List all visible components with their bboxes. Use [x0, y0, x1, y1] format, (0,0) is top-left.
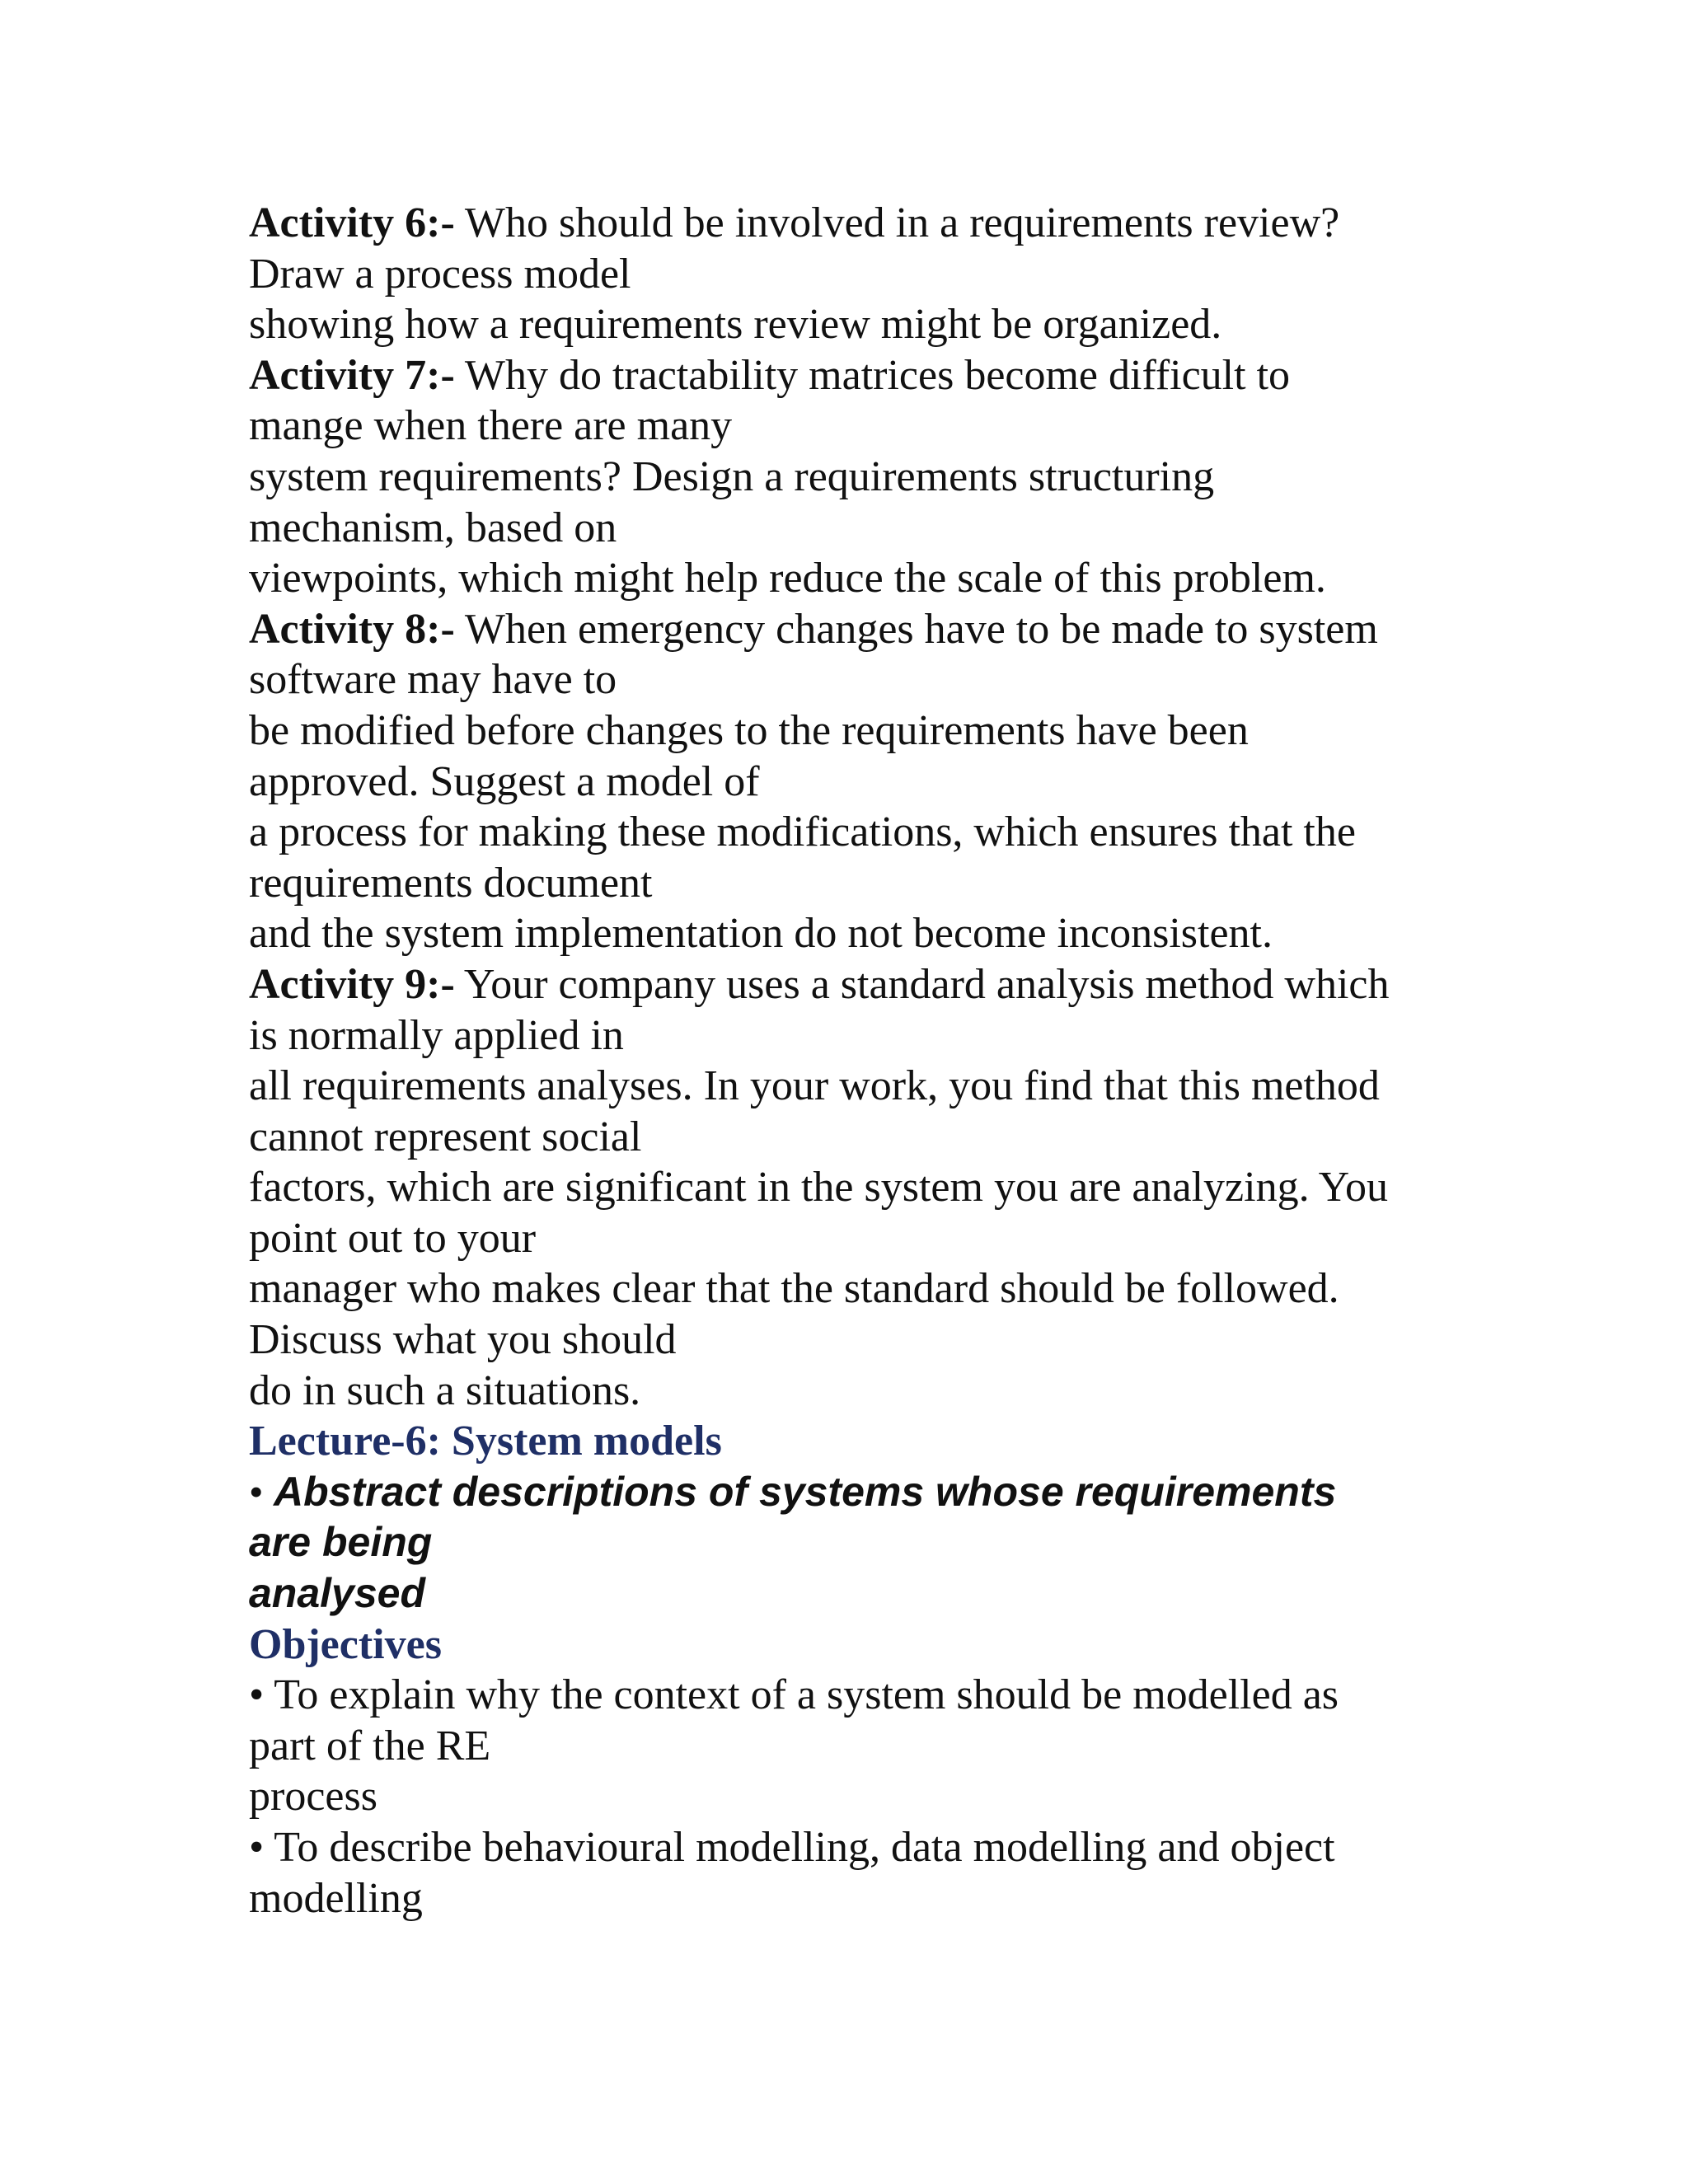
- activity-8-line-1: [249, 604, 1535, 655]
- activity-8-text: When emergency changes have to be made to system: [454, 605, 1378, 653]
- activity-9-line-2: is normally applied in: [249, 1011, 624, 1059]
- activity-6-label: Activity 6:-: [249, 199, 455, 246]
- activity-9-line-8: Discuss what you should: [249, 1316, 677, 1364]
- lecture-summary-text: Abstract descriptions of systems whose requirements: [274, 1468, 1337, 1515]
- activity-8-line-7: and the system implementation do not become inconsistent.: [249, 910, 1273, 958]
- document-page: [249, 198, 1535, 1924]
- activity-7-line-4: mechanism, based on: [249, 504, 617, 551]
- activity-9-line-9: do in such a situations.: [249, 1366, 641, 1414]
- activity-9-line-3: all requirements analyses. In your work, you find that this method: [249, 1062, 1380, 1110]
- activity-7-label: Activity 7:-: [249, 351, 455, 399]
- activity-8-line-2: software may have to: [249, 656, 617, 704]
- activity-8-line-5: a process for making these modifications, which ensures that the: [249, 808, 1356, 856]
- objective-1-text: To explain why the context of a system should be modelled as: [274, 1671, 1339, 1719]
- activity-9-line-5: factors, which are significant in the system you are analyzing. You: [249, 1164, 1388, 1212]
- lecture-summary-line-2: are being: [249, 1519, 433, 1566]
- activity-7-line-5: viewpoints, which might help reduce the scale of this problem.: [249, 555, 1326, 602]
- lecture-summary-line-1: [249, 1467, 1535, 1518]
- activity-9-line-6: point out to your: [249, 1214, 537, 1262]
- objectives-heading: Objectives: [249, 1620, 442, 1668]
- activity-6-text: Who should be involved in a requirements review?: [454, 199, 1340, 246]
- activity-7-line-2: mange when there are many: [249, 402, 733, 450]
- activity-7-line-3: system requirements? Design a requirements structuring: [249, 452, 1215, 500]
- objective-2-text: To describe behavioural modelling, data modelling and object: [274, 1824, 1335, 1871]
- activity-8-label: Activity 8:-: [249, 605, 455, 653]
- activity-7-line-1: [249, 350, 1535, 401]
- lecture-summary-line-3: analysed: [249, 1570, 426, 1617]
- activity-8-line-4: approved. Suggest a model of: [249, 757, 760, 805]
- activity-6-line-3: showing how a requirements review might be organized.: [249, 301, 1222, 349]
- activity-9-line-1: [249, 959, 1535, 1010]
- activity-6-line-1: [249, 198, 1535, 249]
- activity-6-line-2: Draw a process model: [249, 250, 631, 298]
- activity-9-text: Your company uses a standard analysis method which: [454, 960, 1390, 1008]
- objective-1-line-2: part of the RE: [249, 1722, 491, 1769]
- lecture-heading: Lecture-6: System models: [249, 1418, 722, 1465]
- objective-2-line-1: [249, 1822, 1535, 1873]
- objective-1-line-1: [249, 1670, 1535, 1721]
- bullet-icon: •: [249, 1468, 274, 1515]
- activity-7-text: Why do tractability matrices become difficult to: [454, 351, 1291, 399]
- activity-9-line-4: cannot represent social: [249, 1113, 642, 1160]
- bullet-icon: •: [249, 1671, 274, 1719]
- objective-2-line-2: modelling: [249, 1874, 423, 1922]
- activity-8-line-3: be modified before changes to the requirements have been: [249, 706, 1249, 754]
- bullet-icon: •: [249, 1824, 274, 1871]
- objective-1-line-3: process: [249, 1773, 377, 1821]
- activity-8-line-6: requirements document: [249, 859, 653, 907]
- activity-9-label: Activity 9:-: [249, 960, 455, 1008]
- activity-9-line-7: manager who makes clear that the standard should be followed.: [249, 1265, 1339, 1313]
